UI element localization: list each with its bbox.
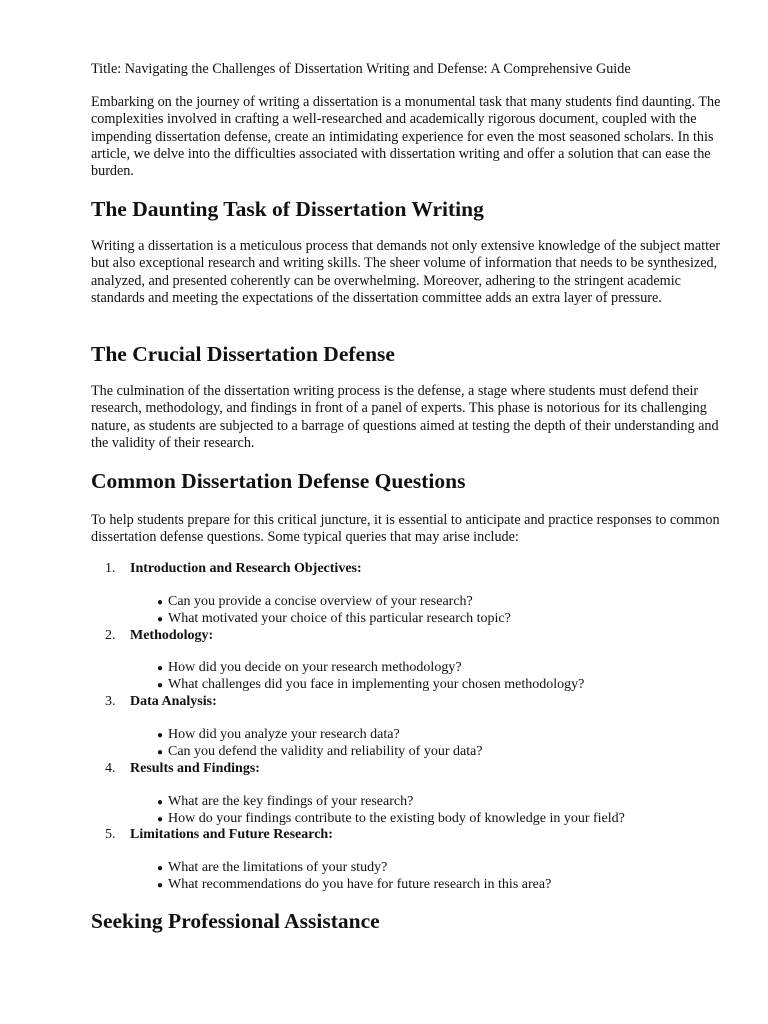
list-item-label: Results and Findings: — [130, 761, 260, 776]
list-number: 2. — [105, 628, 116, 643]
bullet-item — [157, 876, 551, 894]
bullet-icon: ● — [157, 614, 164, 625]
list-number: 3. — [105, 694, 116, 709]
bullet-icon: ● — [157, 730, 164, 741]
bullet-text: What motivated your choice of this particular research topic? — [168, 611, 511, 626]
bullet-text: What are the key findings of your research? — [168, 794, 414, 809]
section-body: To help students prepare for this critical juncture, it is essential to anticipate and practice responses to common dissertation defense questions. Some typical queries that may arise include: — [91, 512, 720, 546]
numbered-list-item — [105, 826, 333, 843]
list-item-label: Introduction and Research Objectives: — [130, 561, 362, 576]
bullet-item — [157, 676, 584, 694]
bullet-item — [157, 859, 387, 877]
bullet-icon: ● — [157, 814, 164, 825]
numbered-list-item — [105, 760, 260, 777]
bullet-item — [157, 726, 400, 744]
list-number: 1. — [105, 561, 116, 576]
bullet-text: What are the limitations of your study? — [168, 860, 388, 875]
numbered-list-item — [105, 627, 213, 644]
bullet-icon: ● — [157, 747, 164, 758]
bullet-icon: ● — [157, 880, 164, 891]
section-heading: Seeking Professional Assistance — [91, 909, 380, 933]
bullet-text: Can you defend the validity and reliability of your data? — [168, 744, 483, 759]
bullet-text: How do your findings contribute to the existing body of knowledge in your field? — [168, 811, 625, 826]
bullet-item — [157, 659, 462, 677]
bullet-item — [157, 793, 413, 811]
numbered-list-item — [105, 693, 217, 710]
bullet-icon: ● — [157, 597, 164, 608]
section-body: Writing a dissertation is a meticulous process that demands not only extensive knowledge of the subject matter but also exceptional research and writing skills. The sheer volume of information that needs to be synthesized, analyzed, and presented coherently can be overwhelming. Moreover, adhering to the stringent academic standards and meeting the expectations of the dissertation committee adds an extra layer of pressure. — [91, 238, 721, 306]
bullet-icon: ● — [157, 663, 164, 674]
section-heading: The Crucial Dissertation Defense — [91, 342, 395, 366]
bullet-item — [157, 743, 483, 761]
section-heading: The Daunting Task of Dissertation Writing — [91, 197, 484, 221]
bullet-icon: ● — [157, 797, 164, 808]
list-item-label: Limitations and Future Research: — [130, 827, 333, 842]
bullet-item — [157, 610, 511, 628]
bullet-icon: ● — [157, 680, 164, 691]
bullet-text: What challenges did you face in implementing your chosen methodology? — [168, 677, 585, 692]
title-line: Title: Navigating the Challenges of Dissertation Writing and Defense: A Comprehensive Guide — [91, 61, 631, 77]
list-item-label: Methodology: — [130, 628, 214, 643]
list-number: 5. — [105, 827, 116, 842]
list-item-label: Data Analysis: — [130, 694, 217, 709]
numbered-list-item — [105, 560, 362, 577]
bullet-text: How did you decide on your research methodology? — [168, 660, 462, 675]
section-heading: Common Dissertation Defense Questions — [91, 469, 466, 493]
section-body: The culmination of the dissertation writing process is the defense, a stage where students must defend their research, methodology, and findings in front of a panel of experts. This phase is notorious for its challenging nature, as students are subjected to a barrage of questions aimed at testing the depth of their understanding and the validity of their research. — [91, 383, 719, 451]
list-number: 4. — [105, 761, 116, 776]
bullet-text: How did you analyze your research data? — [168, 727, 400, 742]
intro-paragraph: Embarking on the journey of writing a dissertation is a monumental task that many students find daunting. The complexities involved in crafting a well-researched and academically rigorous document, coupled with the impending dissertation defense, create an intimidating experience for even the most seasoned scholars. In this article, we delve into the difficulties associated with dissertation writing and offer a solution that can ease the burden. — [91, 94, 721, 180]
bullet-text: Can you provide a concise overview of your research? — [168, 594, 473, 609]
bullet-icon: ● — [157, 863, 164, 874]
bullet-item — [157, 593, 473, 611]
bullet-text: What recommendations do you have for future research in this area? — [168, 877, 552, 892]
